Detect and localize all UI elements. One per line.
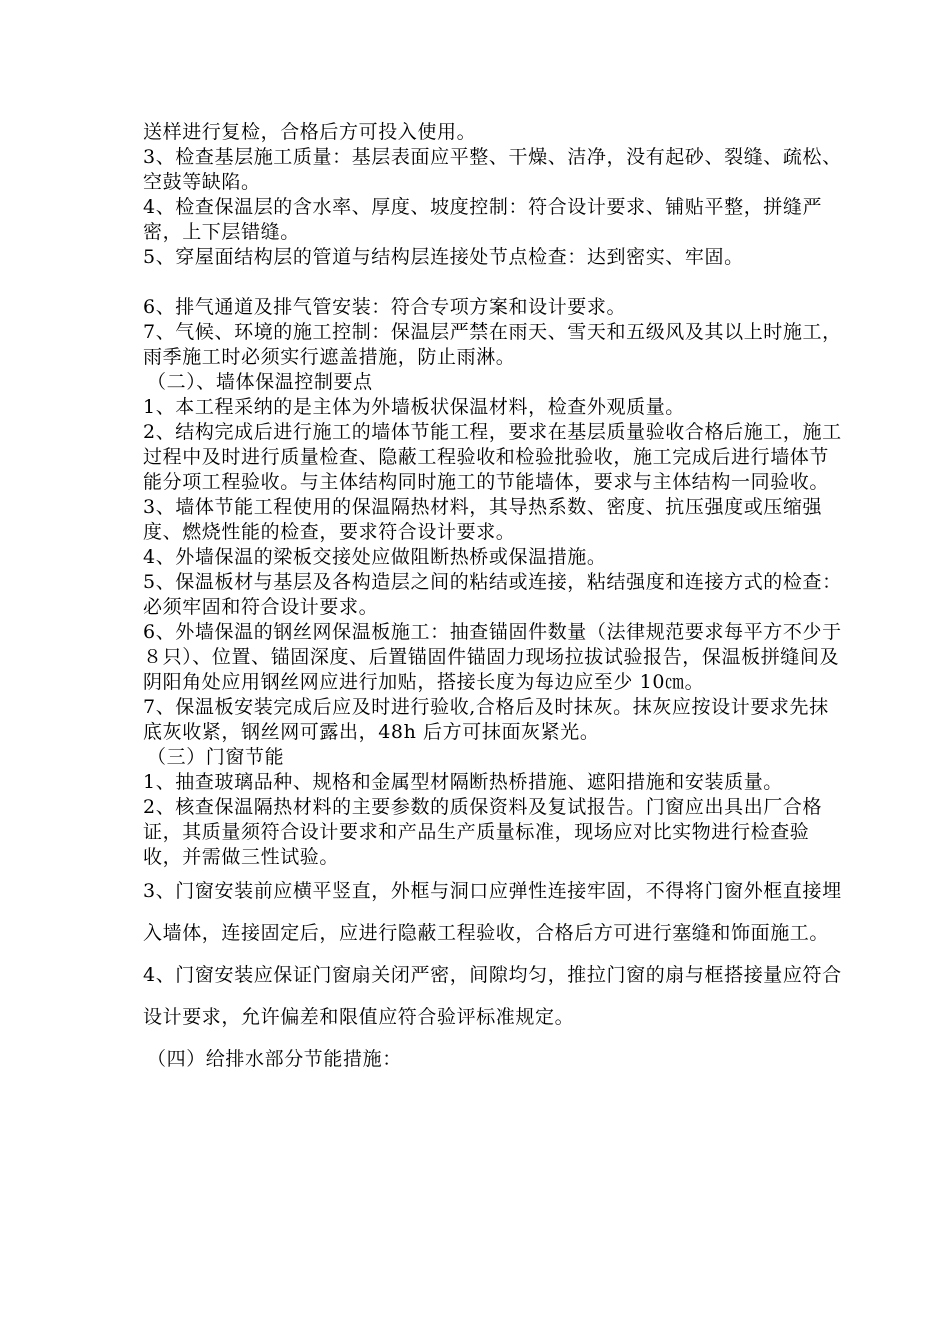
paragraph-retest-sample: 送样进行复检，合格后方可投入使用。 [143, 121, 477, 143]
paragraph-wall-item-1: 1、本工程采纳的是主体为外墙板状保温材料，检查外观质量。 [143, 396, 685, 418]
paragraph-window-item-4: 4、门窗安装应保证门窗扇关闭严密，间隙均匀，推拉门窗的扇与框搭接量应符合设计要求，允许偏差和限值应符合验评标准规定。 [143, 964, 842, 1028]
section-heading-door-window: （三）门窗节能 [147, 746, 285, 768]
paragraph-roof-item-5: 5、穿屋面结构层的管道与结构层连接处节点检查：达到密实、牢固。 [143, 246, 744, 268]
document-body [143, 120, 843, 1080]
paragraph-roof-item-3: 3、检查基层施工质量：基层表面应平整、干燥、洁净，没有起砂、裂缝、疏松、空鼓等缺陷。 [143, 146, 842, 193]
paragraph-window-item-3: 3、门窗安装前应横平竖直，外框与洞口应弹性连接牢固，不得将门窗外框直接埋入墙体，连接固定后，应进行隐蔽工程验收，合格后方可进行塞缝和饰面施工。 [143, 880, 842, 944]
paragraph-wall-item-2: 2、结构完成后进行施工的墙体节能工程，要求在基层质量验收合格后施工，施工过程中及时进行质量检查、隐蔽工程验收和检验批验收，施工完成后进行墙体节能分项工程验收。与主体结构同时施工的节能墙体，要求与主体结构一同验收。 [143, 421, 842, 493]
paragraph-roof-item-6: 6、排气通道及排气管安装：符合专项方案和设计要求。 [143, 296, 627, 318]
paragraph-wall-item-3: 3、墙体节能工程使用的保温隔热材料，其导热系数、密度、抗压强度或压缩强度、燃烧性能的检查，要求符合设计要求。 [143, 496, 823, 543]
paragraph-wall-item-4: 4、外墙保温的梁板交接处应做阻断热桥或保温措施。 [143, 546, 607, 568]
section-heading-wall-insulation: （二）、墙体保温控制要点 [147, 371, 373, 393]
paragraph-wall-item-7: 7、保温板安装完成后应及时进行验收,合格后及时抹灰。抹灰应按设计要求先抹底灰收紧，钢丝网可露出，48h 后方可抹面灰紧光。 [143, 696, 829, 743]
paragraph-window-item-2: 2、核查保温隔热材料的主要参数的质保资料及复试报告。门窗应出具出厂合格证，其质量须符合设计要求和产品生产质量标准，现场应对比实物进行检查验收，并需做三性试验。 [143, 796, 823, 868]
paragraph-roof-item-4: 4、检查保温层的含水率、厚度、坡度控制：符合设计要求、铺贴平整，拼缝严密，上下层错缝。 [143, 196, 823, 243]
paragraph-roof-item-7: 7、气候、环境的施工控制：保温层严禁在雨天、雪天和五级风及其以上时施工，雨季施工时必须实行遮盖措施，防止雨淋。 [143, 321, 842, 368]
paragraph-wall-item-6: 6、外墙保温的钢丝网保温板施工：抽查锚固件数量（法律规范要求每平方不少于８只）、位置、锚固深度、后置锚固件锚固力现场拉拔试验报告，保温板拼缝间及阴阳角处应用钢丝网应进行加贴，搭接长度为每边应至少 10㎝。 [143, 621, 842, 693]
paragraph-wall-item-5: 5、保温板材与基层及各构造层之间的粘结或连接，粘结强度和连接方式的检查：必须牢固和符合设计要求。 [143, 571, 842, 618]
paragraph-window-item-1: 1、抽查玻璃品种、规格和金属型材隔断热桥措施、遮阳措施和安装质量。 [143, 771, 783, 793]
section-heading-plumbing: （四）给排水部分节能措施： [147, 1048, 402, 1070]
